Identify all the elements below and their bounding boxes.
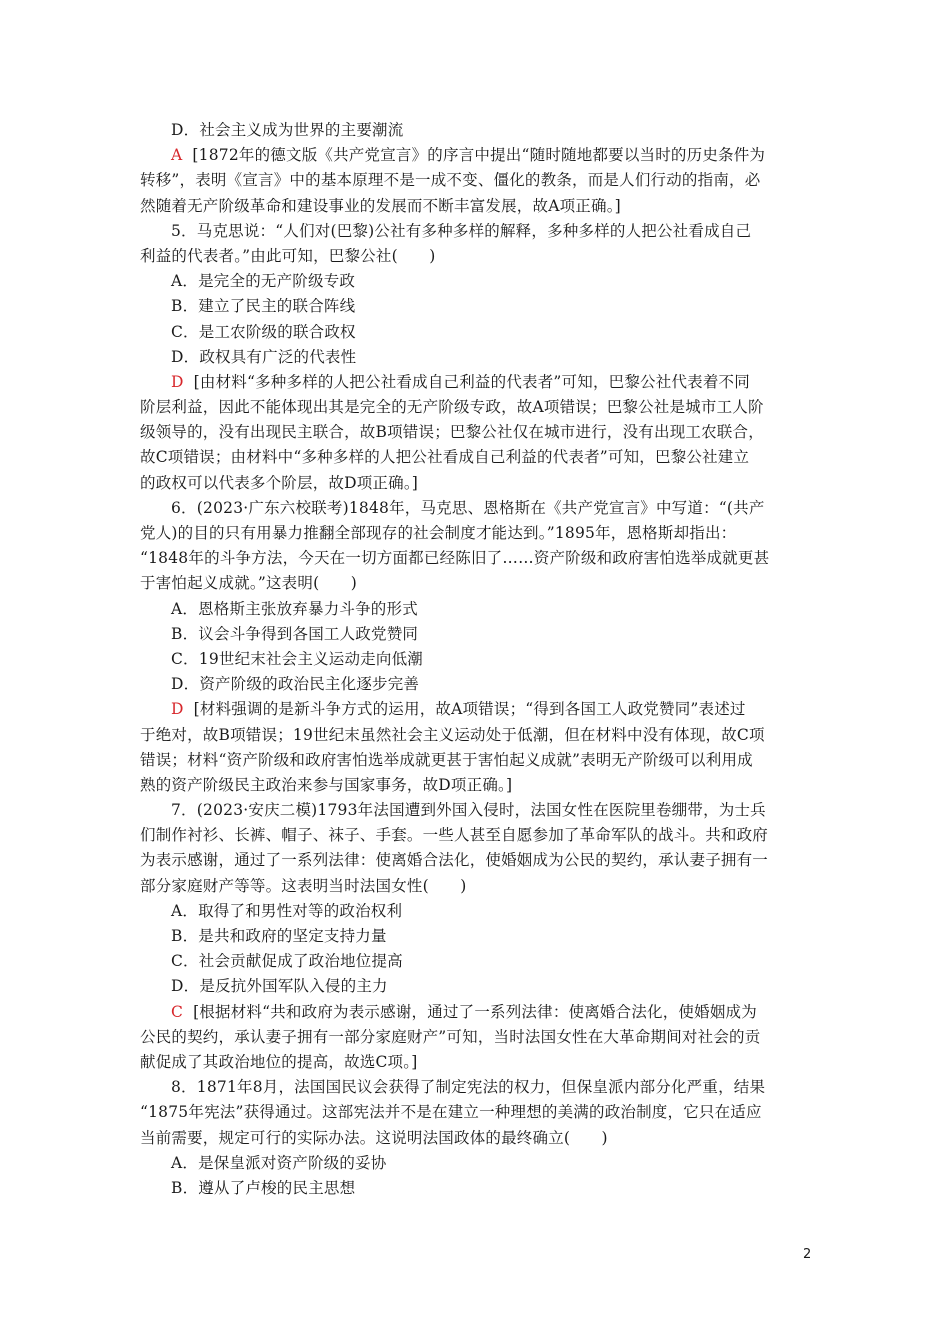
q5-option-c: C．是工农阶级的联合政权 <box>171 322 356 341</box>
q7-explanation-line: 献促成了其政治地位的提高，故选C项。] <box>140 1052 418 1071</box>
q5-option-a: A．是完全的无产阶级专政 <box>171 272 356 291</box>
q5-option-b: B．建立了民主的联合阵线 <box>171 297 356 316</box>
q6-explanation-line: D [材料强调的是新斗争方式的运用，故A项错误；“得到各国工人政党赞同”表述过 <box>171 700 746 719</box>
q6-explanation-line: 于绝对，故B项错误；19世纪末虽然社会主义运动处于低潮，但在材料中没有体现，故C项 <box>140 725 765 744</box>
q7-option-b: B．是共和政府的坚定支持力量 <box>171 927 387 945</box>
q8-stem-line: “1875年宪法”获得通过。这部宪法并不是在建立一种理想的美满的政治制度，它只在适应 <box>140 1103 762 1122</box>
q8-stem-line: 当前需要，规定可行的实际办法。这说明法国政体的最终确立( ) <box>140 1128 608 1147</box>
q7-option-a: A．取得了和男性对等的政治权利 <box>171 901 403 920</box>
q5-explanation-line: 的政权可以代表多个阶层，故D项正确。] <box>140 473 419 492</box>
q6-stem-line: 于害怕起义成就。”这表明( ) <box>140 574 357 593</box>
q6-stem-line: 党人)的目的只有用暴力推翻全部现存的社会制度才能达到。”1895年，恩格斯却指出： <box>140 524 737 542</box>
q4-answer-block <box>140 143 816 219</box>
q5-explanation-line: 级领导的，没有出现民主联合，故B项错误；巴黎公社仅在城市进行，没有出现工农联合， <box>140 423 764 442</box>
q5-option-d: D．政权具有广泛的代表性 <box>171 347 357 366</box>
q6-explanation-line: 熟的资产阶级民主政治来参与国家事务，故D项正确。] <box>140 775 513 794</box>
q7-explanation-line: C [根据材料“共和政府为表示感谢，通过了一系列法律：使离婚合法化，使婚姻成为 <box>171 1002 757 1021</box>
q6-option-a: A．恩格斯主张放弃暴力斗争的形式 <box>171 599 418 618</box>
q6-answer-block <box>140 697 816 798</box>
q5-stem-line: 利益的代表者。”由此可知，巴黎公社( ) <box>140 246 436 265</box>
page-number: 2 <box>803 1247 812 1262</box>
q4-answer-letter: A <box>171 146 183 165</box>
q7-answer-block <box>140 1000 816 1076</box>
q7-explanation-line: 公民的契约，承认妻子拥有一部分家庭财产”可知，当时法国女性在大革命期间对社会的贡 <box>140 1027 761 1046</box>
q7-stem-line: 为表示感谢，通过了一系列法律：使离婚合法化，使婚姻成为公民的契约，承认妻子拥有一 <box>140 851 769 870</box>
q6-stem-line: 6．(2023·广东六校联考)1848年，马克思、恩格斯在《共产党宣言》中写道：“(共产 <box>171 498 765 517</box>
q5-stem <box>140 219 816 269</box>
q4-explanation-line: 转移”，表明《宣言》中的基本原理不是一成不变、僵化的教条，而是人们行动的指南，必 <box>140 171 761 190</box>
q5-explanation-line: 阶层利益，因此不能体现出其是完全的无产阶级专政，故A项错误；巴黎公社是城市工人阶 <box>140 398 764 417</box>
q8-option-a: A．是保皇派对资产阶级的妥协 <box>171 1153 387 1172</box>
q7-stem-line: 们制作衬衫、长裤、帽子、袜子、手套。一些人甚至自愿参加了革命军队的战斗。共和政府 <box>140 826 769 845</box>
q5-explanation-line: D [由材料“多种多样的人把公社看成自己利益的代表者”可知，巴黎公社代表着不同 <box>171 372 750 391</box>
q7-answer-letter: C <box>171 1002 184 1021</box>
q8-stem <box>140 1075 816 1151</box>
q7-stem <box>140 798 816 899</box>
q4-explanation-line: A [1872年的德文版《共产党宣言》的序言中提出“随时随地都要以当时的历史条件为 <box>171 146 766 165</box>
q6-option-b: B．议会斗争得到各国工人政党赞同 <box>171 624 419 643</box>
q7-option-d: D．是反抗外国军队入侵的主力 <box>171 977 388 996</box>
q5-explanation-line: 故C项错误；由材料中“多种多样的人把公社看成自己利益的代表者”可知，巴黎公社建立 <box>140 448 750 467</box>
q6-stem <box>140 496 816 597</box>
q5-stem-line: 5．马克思说：“人们对(巴黎)公社有多种多样的解释，多种多样的人把公社看成自己 <box>171 221 752 240</box>
q8-stem-line: 8．1871年8月，法国国民议会获得了制定宪法的权力，但保皇派内部分化严重，结果 <box>171 1078 766 1097</box>
q4-option-d: D．社会主义成为世界的主要潮流 <box>171 121 404 139</box>
q6-explanation-line: 错误；材料“资产阶级和政府害怕选举成就更甚于害怕起义成就”表明无产阶级可以利用成 <box>140 750 753 769</box>
q4-explanation-line: 然随着无产阶级革命和建设事业的发展而不断丰富发展，故A项正确。] <box>140 196 621 215</box>
page-content <box>140 118 816 1201</box>
q6-stem-line: “1848年的斗争方法，今天在一切方面都已经陈旧了……资产阶级和政府害怕选举成就更甚 <box>140 549 770 568</box>
q7-stem-line: 7．(2023·安庆二模)1793年法国遭到外国入侵时，法国女性在医院里卷绷带，为士兵 <box>171 801 766 820</box>
q5-answer-block <box>140 370 816 496</box>
q6-option-d: D．资产阶级的政治民主化逐步完善 <box>171 675 420 694</box>
q6-option-c: C．19世纪末社会主义运动走向低潮 <box>171 649 423 668</box>
q7-stem-line: 部分家庭财产等等。这表明当时法国女性( ) <box>140 876 467 895</box>
q8-option-b: B．遵从了卢梭的民主思想 <box>171 1178 356 1197</box>
q6-answer-letter: D <box>171 700 184 719</box>
q7-option-c: C．社会贡献促成了政治地位提高 <box>171 952 403 971</box>
q5-answer-letter: D <box>171 372 184 391</box>
